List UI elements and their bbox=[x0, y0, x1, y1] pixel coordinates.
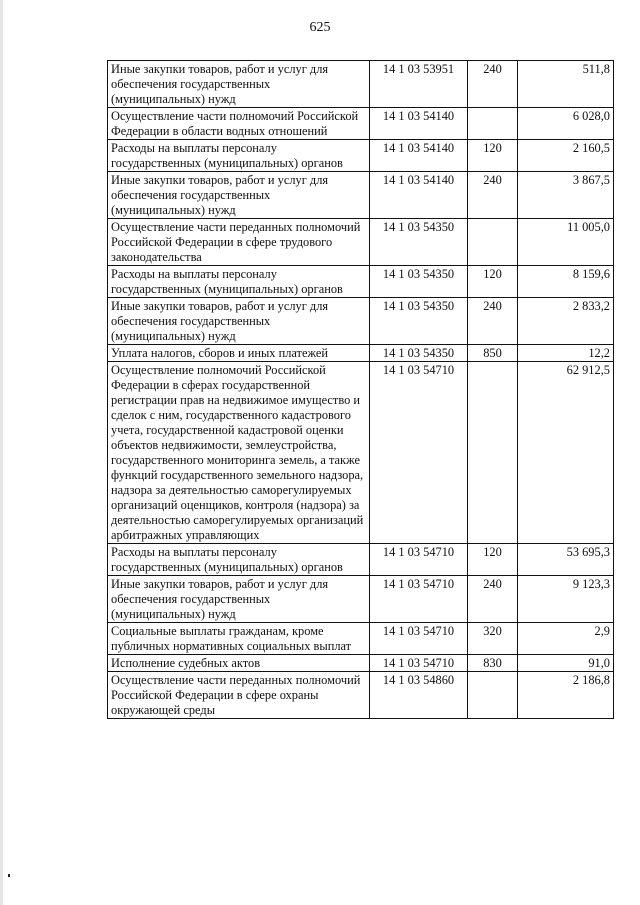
expense-name: Расходы на выплаты персоналу государственных (муниципальных) органов bbox=[108, 266, 370, 298]
table-row bbox=[108, 61, 614, 108]
expense-type-code bbox=[468, 362, 518, 544]
amount: 9 123,3 bbox=[518, 576, 614, 623]
expense-name: Осуществление части переданных полномочий Российской Федерации в сфере трудового законодательства bbox=[108, 219, 370, 266]
amount: 12,2 bbox=[518, 345, 614, 362]
expense-name: Исполнение судебных актов bbox=[108, 655, 370, 672]
table-row bbox=[108, 623, 614, 655]
target-article-code: 14 1 03 54710 bbox=[370, 544, 468, 576]
amount: 91,0 bbox=[518, 655, 614, 672]
target-article-code: 14 1 03 53951 bbox=[370, 61, 468, 108]
table-row bbox=[108, 298, 614, 345]
expense-type-code: 240 bbox=[468, 576, 518, 623]
table-row bbox=[108, 219, 614, 266]
expense-type-code: 320 bbox=[468, 623, 518, 655]
amount: 53 695,3 bbox=[518, 544, 614, 576]
target-article-code: 14 1 03 54710 bbox=[370, 623, 468, 655]
expense-type-code: 240 bbox=[468, 172, 518, 219]
target-article-code: 14 1 03 54140 bbox=[370, 172, 468, 219]
table-row bbox=[108, 655, 614, 672]
expense-name: Иные закупки товаров, работ и услуг для обеспечения государственных (муниципальных) нужд bbox=[108, 298, 370, 345]
amount: 2 833,2 bbox=[518, 298, 614, 345]
expense-name: Иные закупки товаров, работ и услуг для обеспечения государственных (муниципальных) нужд bbox=[108, 61, 370, 108]
target-article-code: 14 1 03 54350 bbox=[370, 345, 468, 362]
table-row bbox=[108, 362, 614, 544]
target-article-code: 14 1 03 54140 bbox=[370, 140, 468, 172]
table-row bbox=[108, 672, 614, 719]
expense-type-code: 120 bbox=[468, 266, 518, 298]
expense-type-code bbox=[468, 672, 518, 719]
amount: 511,8 bbox=[518, 61, 614, 108]
amount: 2 186,8 bbox=[518, 672, 614, 719]
target-article-code: 14 1 03 54350 bbox=[370, 298, 468, 345]
scan-edge bbox=[0, 0, 3, 905]
target-article-code: 14 1 03 54140 bbox=[370, 108, 468, 140]
table-row bbox=[108, 140, 614, 172]
target-article-code: 14 1 03 54350 bbox=[370, 219, 468, 266]
expense-type-code: 120 bbox=[468, 544, 518, 576]
amount: 62 912,5 bbox=[518, 362, 614, 544]
expense-name: Иные закупки товаров, работ и услуг для обеспечения государственных (муниципальных) нужд bbox=[108, 576, 370, 623]
amount: 2,9 bbox=[518, 623, 614, 655]
expense-name: Осуществление части полномочий Российской Федерации в области водных отношений bbox=[108, 108, 370, 140]
expense-name: Расходы на выплаты персоналу государственных (муниципальных) органов bbox=[108, 140, 370, 172]
expense-type-code bbox=[468, 108, 518, 140]
table-row bbox=[108, 266, 614, 298]
table-row bbox=[108, 544, 614, 576]
table-row bbox=[108, 108, 614, 140]
amount: 2 160,5 bbox=[518, 140, 614, 172]
target-article-code: 14 1 03 54710 bbox=[370, 362, 468, 544]
scan-speck bbox=[8, 874, 10, 877]
target-article-code: 14 1 03 54350 bbox=[370, 266, 468, 298]
expense-type-code: 850 bbox=[468, 345, 518, 362]
target-article-code: 14 1 03 54710 bbox=[370, 576, 468, 623]
budget-table bbox=[107, 60, 614, 719]
expense-name: Иные закупки товаров, работ и услуг для обеспечения государственных (муниципальных) нужд bbox=[108, 172, 370, 219]
expense-type-code: 120 bbox=[468, 140, 518, 172]
expense-name: Осуществление части переданных полномочий Российской Федерации в сфере охраны окружающей среды bbox=[108, 672, 370, 719]
expense-name: Осуществление полномочий Российской Федерации в сферах государственной регистрации прав на недвижимое имущество и сделок с ним, государственного кадастрового учета, государственной кадастровой оценки объектов недвижимости, землеустройства, государственного мониторинга земель, а также функций государственного земельного надзора, надзора за деятельностью саморегулируемых организаций оценщиков, контроля (надзора) за деятельностью саморегулируемых организаций арбитражных управляющих bbox=[108, 362, 370, 544]
amount: 6 028,0 bbox=[518, 108, 614, 140]
page-number: 625 bbox=[309, 20, 331, 35]
expense-name: Расходы на выплаты персоналу государственных (муниципальных) органов bbox=[108, 544, 370, 576]
expense-type-code: 240 bbox=[468, 298, 518, 345]
amount: 8 159,6 bbox=[518, 266, 614, 298]
table-row bbox=[108, 172, 614, 219]
table-row bbox=[108, 345, 614, 362]
expense-type-code: 240 bbox=[468, 61, 518, 108]
table-row bbox=[108, 576, 614, 623]
expense-name: Социальные выплаты гражданам, кроме публичных нормативных социальных выплат bbox=[108, 623, 370, 655]
expense-name: Уплата налогов, сборов и иных платежей bbox=[108, 345, 370, 362]
amount: 11 005,0 bbox=[518, 219, 614, 266]
target-article-code: 14 1 03 54710 bbox=[370, 655, 468, 672]
expense-type-code: 830 bbox=[468, 655, 518, 672]
expense-type-code bbox=[468, 219, 518, 266]
amount: 3 867,5 bbox=[518, 172, 614, 219]
target-article-code: 14 1 03 54860 bbox=[370, 672, 468, 719]
